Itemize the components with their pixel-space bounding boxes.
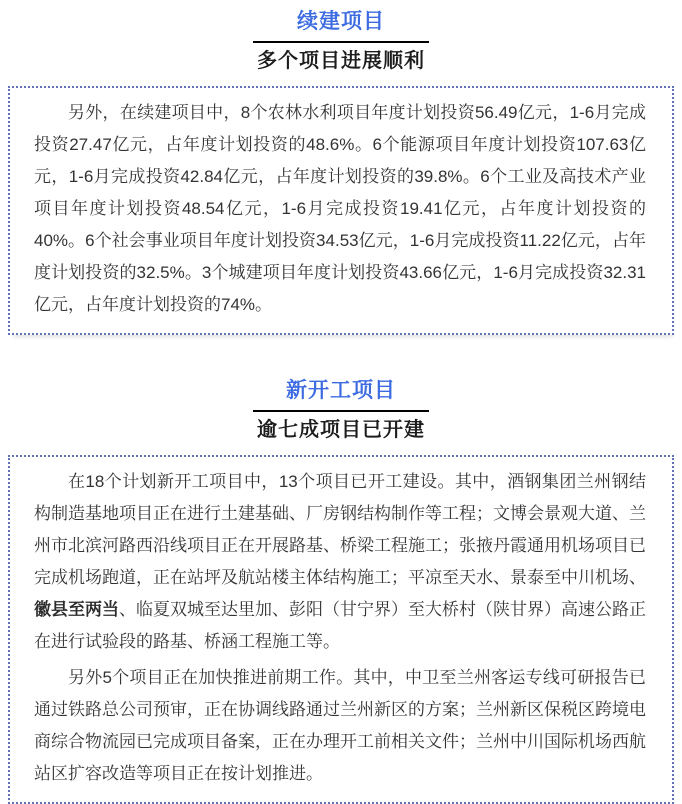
- text-run: 另外5个项目正在加快推进前期工作。其中，中卫至兰州客运专线可研报告已通过铁路总公司预审，正在协调线路通过兰州新区的方案；兰州新区保税区跨境电商综合物流园已完成项目备案，正在办理开工前相关文件；兰州中川国际机场西航站区扩容改造等项目正在按计划推进。: [34, 668, 646, 783]
- section-new-projects: [0, 379, 682, 804]
- section-subtitle: 逾七成项目已开建: [257, 419, 425, 441]
- body-paragraph: [34, 97, 646, 321]
- body-paragraph: [34, 662, 646, 790]
- content-box: [8, 86, 674, 335]
- body-paragraph: [34, 466, 646, 658]
- section-title: 新开工项目: [286, 379, 396, 402]
- content-box: [8, 455, 674, 804]
- section-subtitle: 多个项目进展顺利: [257, 50, 425, 72]
- section-continuing-projects: [0, 10, 682, 335]
- title-underline: [253, 41, 429, 43]
- section-title: 续建项目: [297, 10, 385, 33]
- text-run: 、临夏双城至达里加、彭阳（甘宁界）至大桥村（陕甘界）高速公路正在进行试验段的路基、桥涵工程施工等。: [34, 600, 646, 651]
- title-underline: [253, 410, 429, 412]
- text-run: 在18个计划新开工项目中，13个项目已开工建设。其中，酒钢集团兰州钢结构制造基地项目正在进行土建基础、厂房钢结构制作等工程；文博会景观大道、兰州市北滨河路西沿线项目正在开展路基、桥梁工程施工；张掖丹霞通用机场项目已完成机场跑道，正在站坪及航站楼主体结构施工；平凉至天水、景泰至中川机场、: [34, 472, 646, 587]
- text-run: 另外，在续建项目中，8个农林水利项目年度计划投资56.49亿元，1-6月完成投资27.47亿元，占年度计划投资的48.6%。6个能源项目年度计划投资107.63亿元，1-6月完成投资42.84亿元，占年度计划投资的39.8%。6个工业及高技术产业项目年度计划投资48.54亿元，1-6月完成投资19.41亿元，占年度计划投资的40%。6个社会事业项目年度计划投资34.53亿元，1-6月完成投资11.22亿元，占年度计划投资的32.5%。3个城建项目年度计划投资43.66亿元，1-6月完成投资32.31亿元，占年度计划投资的74%。: [34, 103, 646, 314]
- bold-text-run: 徽县至两当: [34, 600, 119, 619]
